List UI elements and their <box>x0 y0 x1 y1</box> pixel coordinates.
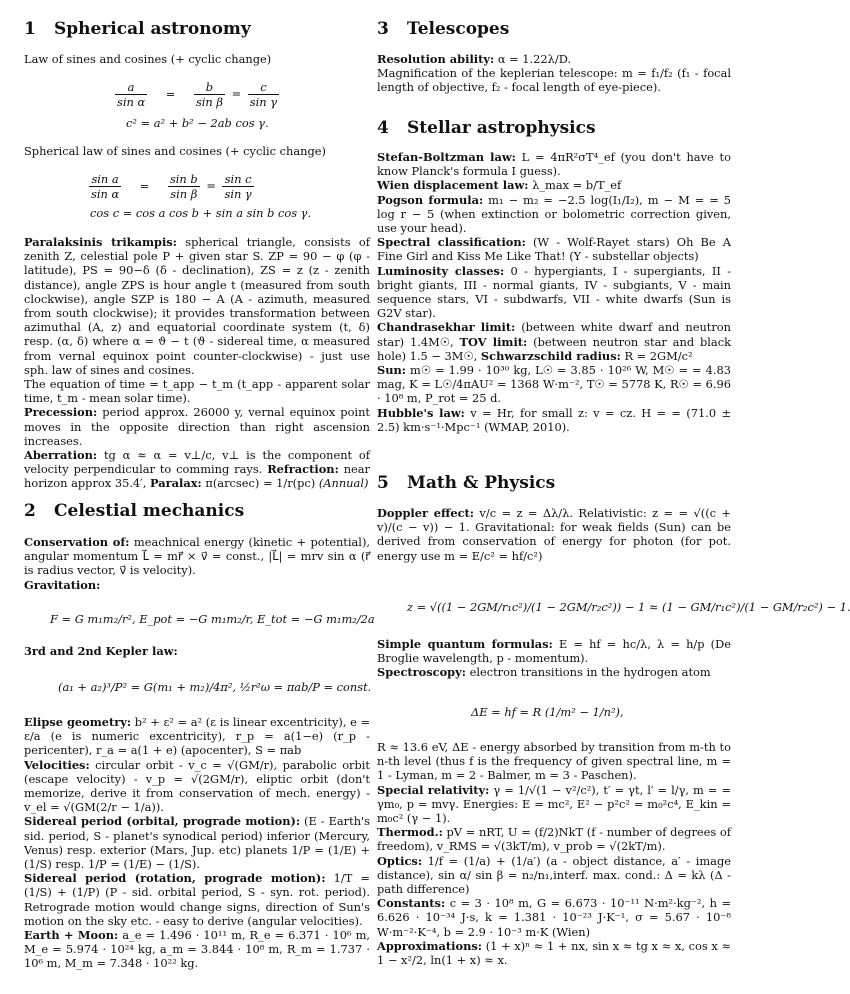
equals-sign: = <box>231 86 242 101</box>
gravitation-equation: F = G m₁m₂/r², E_pot = −G m₁m₂/r, E_tot = −G m₁m₂/2a <box>50 612 375 626</box>
term-earth-moon: Earth + Moon: <box>24 928 119 943</box>
magnification-text: Magnification of the keplerian telescope: m = f₁/f₂ (f₁ - focal length of objective, f₂ - focal length of eye-piece). <box>377 66 731 95</box>
conservation-text: meachnical energy (kinetic + potential), angular momentum L⃗ = mr⃗ × v⃗ = const., |L⃗| = mrv sin α (r⃗ is radius vector, v⃗ is velocity). <box>24 535 371 578</box>
hubble-text: v = Hr, for small z: v = cz. H = = (71.0 ± 2.5) km·s⁻¹·Mpc⁻¹ (WMAP, 2010). <box>377 405 731 434</box>
stellar-paragraph <box>377 150 731 434</box>
schwarzschild-text: R = 2GM/c² <box>624 348 693 363</box>
thermod-text: pV = nRT, U = (f/2)NkT (f - number of degrees of freedom), v_RMS = √(3kT/m), v_prob = √(2kT/m). <box>377 825 731 854</box>
spherical-sine-rule-equation <box>86 172 257 201</box>
paralax-text: π(arcsec) = 1/r(pc) <box>205 476 316 491</box>
term-relativity: Special relativity: <box>377 782 490 797</box>
term-sidereal-orbital: Sidereal period (orbital, prograde motion): <box>24 814 301 829</box>
section-heading-stellar-astrophysics: 4 Stellar astrophysics <box>377 118 596 138</box>
term-sun: Sun: <box>377 363 406 378</box>
frac-den: sin γ <box>224 187 252 201</box>
equals-sign: = <box>165 86 176 101</box>
frac-num: b <box>194 80 225 95</box>
sun-text: m☉ = 1.99 · 10³⁰ kg, L☉ = 3.85 · 10²⁶ W, M☉ = = 4.83 mag, K = L☉/4πAU² = 1368 W·m⁻², T☉ = 5778 K, R☉ = 6.96 · 10⁸ m, P_rot = 25 d. <box>377 363 731 406</box>
frac-den: sin γ <box>249 95 278 109</box>
tov-text: (between neutron star and black hole) 1.5 − 3M☉, <box>377 334 731 363</box>
term-aberration: Aberration: <box>24 448 98 463</box>
velocities-text: circular orbit - v_c = √(GM/r), parabolic orbit (escape velocity) - v_p = √(2GM/r), eliptic orbit (don't memorize, derive it from conservation of mech. energy) - v_el = √(GM(2/r − 1/a)). <box>24 757 371 815</box>
term-precession: Precession: <box>24 405 98 420</box>
earth-moon-text: a_e = 1.496 · 10¹¹ m, R_e = 6.371 · 10⁶ m, M_e = 5.974 · 10²⁴ kg, a_m = 3.844 · 10⁸ m, R_m = 1.737 · 10⁶ m, M_m = 7.348 · 10²² kg. <box>24 928 371 971</box>
section-heading-celestial-mechanics: 2 Celestial mechanics <box>24 501 245 521</box>
term-chandrasekhar: Chandrasekhar limit: <box>377 320 516 335</box>
equals-sign: = <box>139 178 150 193</box>
frac-den: sin β <box>170 187 198 201</box>
aberration-text: tg α ≈ α = v⊥/c, v⊥ is the component of velocity perpendicular to comming rays. <box>24 448 371 477</box>
term-tov: TOV limit: <box>459 334 528 349</box>
doppler-paragraph <box>377 506 731 563</box>
spectroscopy-text: electron transitions in the hydrogen atom <box>469 665 711 680</box>
term-paralax: Paralax: <box>150 476 202 491</box>
refraction-text: near horizon approx 35.4′, <box>24 462 371 491</box>
section-heading-telescopes: 3 Telescopes <box>377 19 510 39</box>
rydberg-equation: ΔE = hf = R (1/m² − 1/n²), <box>471 705 624 719</box>
frac-num: c <box>248 80 279 95</box>
gravitational-redshift-equation: z = √((1 − 2GM/r₁c²)/(1 − 2GM/r₂c²)) − 1 ≈ (1 − GM/r₁c²)/(1 − GM/r₂c²) − 1. <box>407 600 850 614</box>
term-approximations: Approximations: <box>377 938 483 953</box>
constants-text: c = 3 · 10⁸ m, G = 6.673 · 10⁻¹¹ N·m²·kg⁻², h = 6.626 · 10⁻³⁴ J·s, k = 1.381 · 10⁻²³ J·K⁻¹, σ = 5.67 · 10⁻⁸ W·m⁻²·K⁻⁴, b = 2.9 · 10⁻³ m·K (Wien) <box>377 896 731 939</box>
term-optics: Optics: <box>377 853 423 868</box>
sidereal-rotation-text: 1/T = (1/S) + (1/P) (P - sid. orbital period, S - syn. rot. period). Retrograde motion would change signs, direction of Sun's motion on the sky etc. - easy to derive (angular velocities). <box>24 871 370 928</box>
wien-text: λ_max = b/T_ef <box>532 178 622 193</box>
section-heading-math-physics: 5 Math & Physics <box>377 473 556 493</box>
quantum-paragraph <box>377 637 731 680</box>
term-doppler: Doppler effect: <box>377 506 474 520</box>
chandrasekhar-text: (between white dwarf and neutron star) 1.4M☉, <box>377 320 731 349</box>
term-refraction: Refraction: <box>267 462 339 477</box>
frac-num: sin b <box>169 172 198 186</box>
precession-text: period approx. 26000 y, vernal equinox point moves in the opposite direction than right ascension increases. <box>24 405 370 448</box>
physics-details <box>377 740 731 967</box>
celestial-details <box>24 715 370 971</box>
section-heading-spherical-astronomy: 1 Spherical astronomy <box>24 19 251 39</box>
luminosity-text: 0 - hypergiants, I - supergiants, II - bright giants, III - normal giants, IV - subgiants, V - main sequence stars, VI - subdwarfs, VII - white dwarfs (Sun is G2V star). <box>377 263 732 321</box>
spherical-law-intro: Spherical law of sines and cosines (+ cyclic change) <box>24 144 326 158</box>
term-paralaksinis: Paralaksinis trikampis: <box>24 235 177 249</box>
kepler-heading-paragraph <box>24 644 370 658</box>
term-conservation: Conservation of: <box>24 535 130 549</box>
term-thermod: Thermod.: <box>377 825 443 840</box>
resolution-text: α = 1.22λ/D. <box>497 52 572 66</box>
term-ellipse: Elipse geometry: <box>24 715 132 729</box>
kepler-equation: (a₁ + a₂)³/P² = G(m₁ + m₂)/4π², ½r²ω = πab/P = const. <box>58 680 372 694</box>
term-pogson: Pogson formula: <box>377 192 484 207</box>
term-hubble: Hubble's law: <box>377 405 465 420</box>
term-kepler: 3rd and 2nd Kepler law: <box>24 644 178 658</box>
pogson-text: m₁ − m₂ = −2.5 log(I₁/I₂), m − M = = 5 log r − 5 (when extinction or bolometric correction given, use your head). <box>377 192 731 236</box>
term-stefan: Stefan-Boltzman law: <box>377 150 516 164</box>
ellipse-text: b² + ε² = a² (ε is linear excentricity), e = ε/a (e is numeric excentricity), r_p = a(1−e) (r_p - pericenter), r_a = a(1 + e) (apocenter), S = πab <box>24 715 370 758</box>
telescopes-paragraph <box>377 52 731 95</box>
doppler-text: v/c = z = Δλ/λ. Relativistic: z = = √((c + v)/(c − v)) − 1. Gravitational: for weak fields (Sun) can be derived from conservation of energy for photon (for pot. energy use m = E/c² = hf/c²) <box>377 506 731 563</box>
equals-sign: = <box>206 178 216 193</box>
conservation-paragraph <box>24 535 370 592</box>
frac-den: sin β <box>195 95 223 109</box>
term-gravitation: Gravitation: <box>24 577 101 592</box>
term-wien: Wien displacement law: <box>377 178 529 193</box>
term-spectral: Spectral classification: <box>377 235 526 250</box>
paralaksinis-text: spherical triangle, consists of zenith Z, celestial pole P + given star S. ZP = 90 − φ (φ - latitude), PS = 90−δ (δ - declination), ZS = z (z - zenith distance), angle ZPS is hour angle t (measured from south clockwise), angle SZP is 180 − A (A - azimuth, measured from south clockwise); it provides transformation between azimuthal (A, z) and equatorial coordinate system (t, δ) resp. (α, δ) where α = ϑ − t (ϑ - sidereal time, α measured from vernal equinox point counter-clockwise) - just use sph. law of sines and cosines. <box>24 235 370 377</box>
term-velocities: Velocities: <box>24 757 90 772</box>
term-resolution: Resolution ability: <box>377 52 495 66</box>
frac-num: sin c <box>222 172 253 187</box>
relativity-text: γ = 1/√(1 − v²/c²), t′ = γt, l′ = l/γ, m = = γm₀, p = mvγ. Energies: E = mc², E² − p²c² = m₀²c⁴, E_kin = m₀c² (γ − 1). <box>377 782 731 826</box>
spectral-text: (W - Wolf-Rayet stars) Oh Be A Fine Girl and Kiss Me Like That! (Y - substellar objects) <box>377 235 731 264</box>
sidereal-orbital-text: (E - Earth's sid. period, S - planet's synodical period) inferior (Mercury, Venus) resp. exterior (Mars, Jup. etc) planets 1/P = (1/E) + (1/S) resp. 1/P = (1/E) − (1/S). <box>24 814 371 872</box>
rydberg-text: R ≈ 13.6 eV, ΔE - energy absorbed by transition from m-th to n-th level (thus f is the frequency of given spectral line, m = 1 - Lyman, m = 2 - Balmer, m = 3 - Paschen). <box>377 740 731 783</box>
cosine-rule-equation: c² = a² + b² − 2ab cos γ. <box>126 116 269 130</box>
frac-num: sin a <box>89 172 121 187</box>
frac-den: sin α <box>117 95 146 109</box>
term-constants: Constants: <box>377 896 446 911</box>
law-of-sines-intro: Law of sines and cosines (+ cyclic change) <box>24 52 272 66</box>
optics-text: 1/f = (1/a) + (1/a′) (a - object distance, a′ - image distance), sin α/ sin β = n₂/n₁,interf. max. cond.: Δ = kλ (Δ - path difference) <box>377 853 731 897</box>
sine-rule-equation <box>112 80 282 109</box>
term-sidereal-rotation: Sidereal period (rotation, prograde motion): <box>24 871 326 886</box>
term-spectroscopy: Spectroscopy: <box>377 665 466 680</box>
term-quantum: Simple quantum formulas: <box>377 637 553 651</box>
equation-of-time-text: The equation of time = t_app − t_m (t_app - apparent solar time, t_m - mean solar time). <box>24 377 370 406</box>
quantum-text: E = hf = hc/λ, λ = h/p (De Broglie wavelength, p - momentum). <box>377 637 731 666</box>
paralax-note: (Annual) <box>318 476 369 491</box>
stefan-text: L = 4πR²σT⁴_ef (you don't have to know Planck's formula I guess). <box>377 150 731 179</box>
frac-num: a <box>115 80 147 95</box>
term-luminosity: Luminosity classes: <box>377 263 505 278</box>
term-schwarzschild: Schwarzschild radius: <box>480 348 621 363</box>
spherical-cosine-rule-equation: cos c = cos a cos b + sin a sin b cos γ. <box>90 206 312 220</box>
paralaksinis-paragraph <box>24 235 370 491</box>
approximations-text: (1 + x)ⁿ ≈ 1 + nx, sin x ≈ tg x ≈ x, cos x ≈ 1 − x²/2, ln(1 + x) ≈ x. <box>377 938 732 968</box>
frac-den: sin α <box>91 187 120 201</box>
